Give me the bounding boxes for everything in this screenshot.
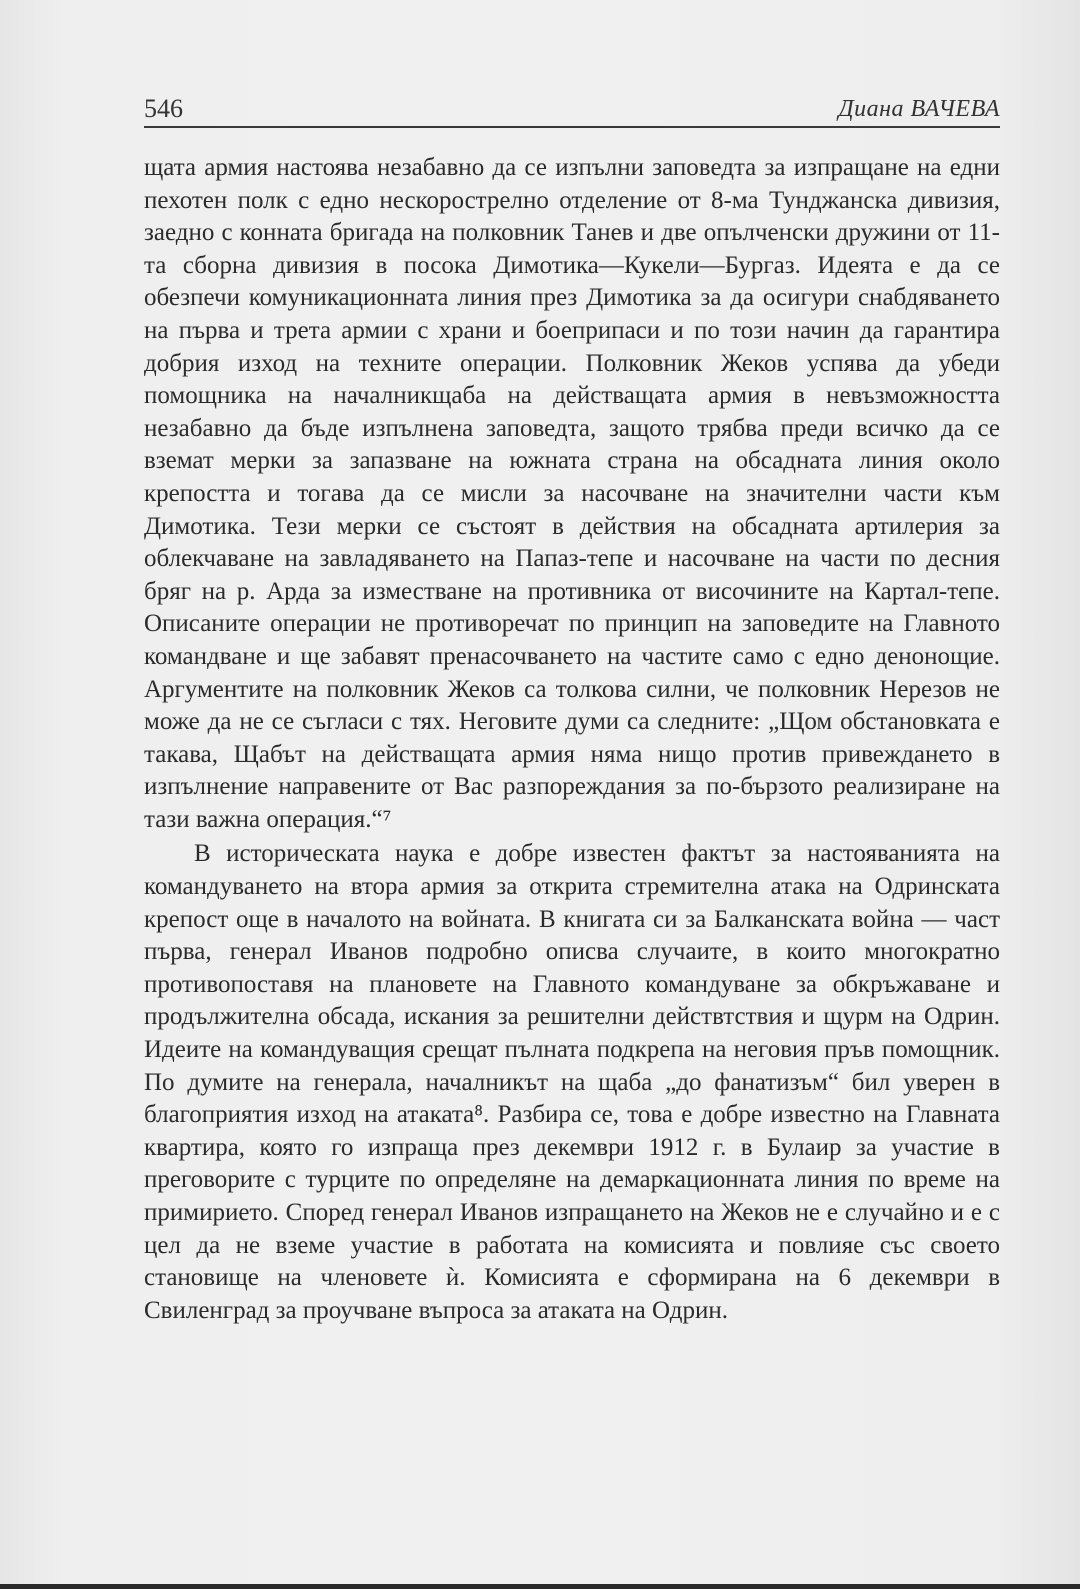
paragraph: В историческата наука е добре известен фактът за настояванията на командуването на втора армия за открита стремителна атака на Одринската крепост още в началото на войната. В книгата си за Балканската война — част първа, генерал Иванов подробно описва случаите, в които многократно противопоставя на плановете на Главното командуване за обкръжаване и продължителна обсада, искания за решителни действтствия и щурм на Одрин. Идеите на командуващия срещат пълната подкрепа на неговия пръв помощник. По думите на генерала, началникът на щаба „до фанатизъм“ бил уверен в благоприятия изход на атаката⁸. Разбира се, това е добре известно на Главната квартира, която го изпраща през декември 1912 г. в Булаир за участие в преговорите с турците по определяне на демаркационната линия по време на примирието. Според генерал Иванов изпращането на Жеков не е случайно и е с цел да не вземе участие в работата на комисията и повлияе със своето становище на членовете ѝ. Комисията е сформирана на 6 декември в Свиленград за проучване въпроса за атаката на Одрин.: [144, 840, 1000, 1324]
paragraph-continued: щата армия настоява незабавно да се изпълни заповедта за изпращане на едни пехотен полк с едно нескорострелно отделение от 8-ма Тунджанска дивизия, заедно с конната бригада на полковник Танев и две опълченски дружини от 11-та сборна дивизия в посока Димотика—Кукели—Бургаз. Идеята е да се обезпечи комуникационната линия през Димотика за да осигури снабдяването на първа и трета армии с храни и боеприпаси и по този начин да гарантира добрия изход на техните операции. Полковник Жеков успява да убеди помощника на началникщаба на действащата армия в невъзможността незабавно да бъде изпълнена заповедта, защото трябва преди всичко да се вземат мерки за запазване на южната страна на обсадната линия около крепостта и тогава да се мисли за насочване на значителни части към Димотика. Тези мерки се състоят в действия на обсадната артилерия за облекчаване на завладяването на Папаз-тепе и насочване на части по десния бряг на р. Арда за изместване на противника от височините на Картал-тепе. Описаните операции не противоречат по принцип на заповедите на Главното командване и ще забавят пренасочването на частите само с едно денонощие. Аргументите на полковник Жеков са толкова силни, че полковник Нерезов не може да не се съгласи с тях. Неговите думи са следните: „Щом обстановката е такава, Щабът на действащата армия няма нищо против привеждането в изпълнение направените от Вас разпореждания за по-бързото реализиране на тази важна операция.“⁷: [144, 154, 1000, 833]
body-text: [144, 152, 1000, 1327]
header-rule: [144, 126, 1000, 128]
page-header: [144, 92, 1000, 128]
page-number: 546: [144, 94, 183, 123]
running-head-author: Диана ВАЧЕВА: [838, 96, 1000, 122]
scan-bottom-edge: [0, 1584, 1080, 1589]
